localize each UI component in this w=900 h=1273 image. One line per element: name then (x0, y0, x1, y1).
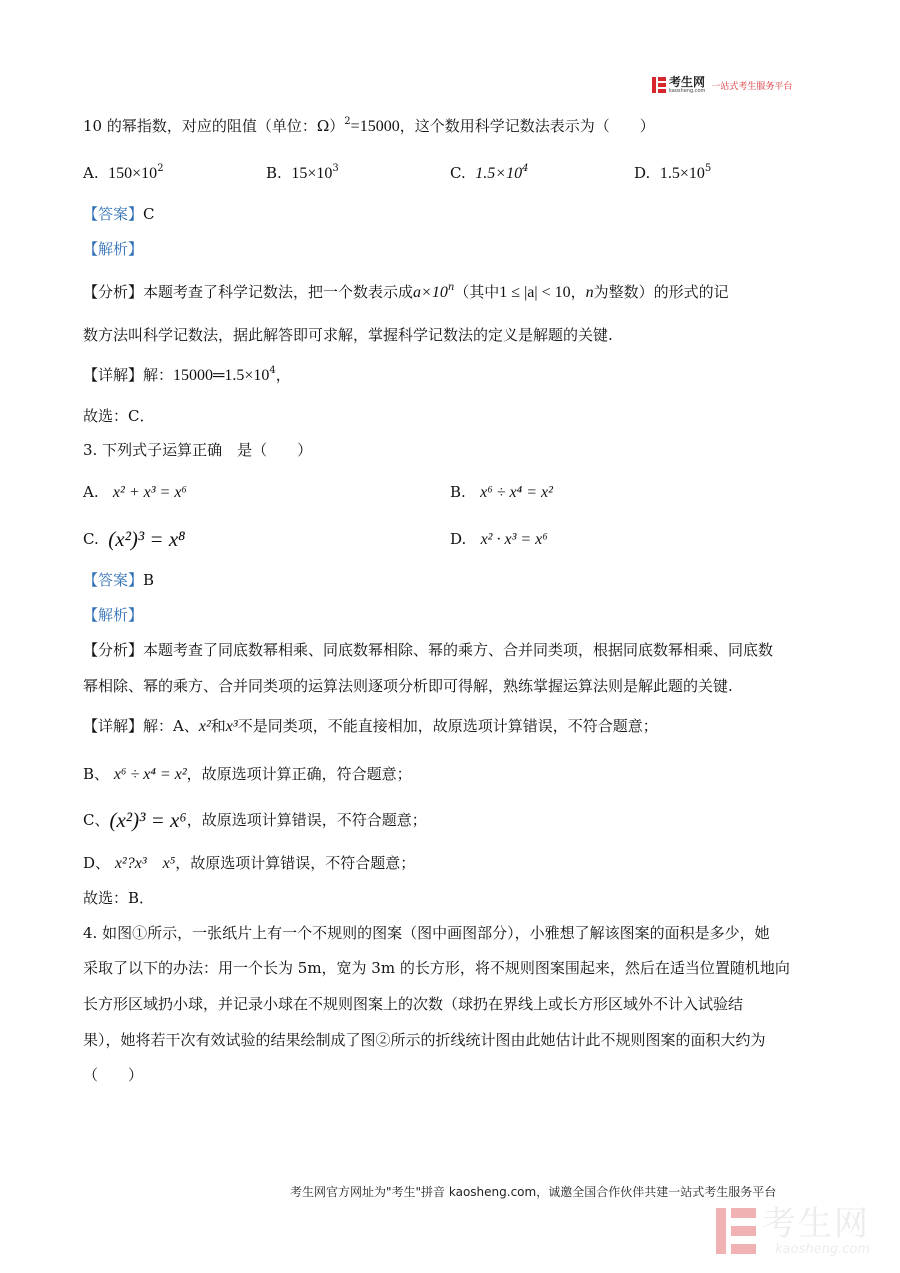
q2-option-c: C. $1.5\times 10^4$ (450, 163, 529, 182)
q3-option-b: B. x⁶ ÷ x⁴ = x² (450, 483, 553, 501)
watermark-logo-icon (716, 1208, 756, 1254)
watermark-url: kaosheng.com (775, 1242, 870, 1257)
q2-option-a: A. $150\times 10^2$ (83, 163, 164, 182)
q2-answer: 【答案】C (83, 205, 155, 223)
q3-choose: 故选：B． (83, 889, 155, 907)
q3-detail-d: D、 x²?x³ x⁵，故原选项计算错误，不符合题意； (83, 854, 416, 872)
q4-line3: 长方形区域扔小球，并记录小球在不规则图案上的次数（球扔在界线上或长方形区域外不计入试验结 (83, 995, 744, 1013)
q3-fenxi-line1: 【分析】本题考查了同底数幂相乘、同底数幂相除、幂的乘方、合并同类项，根据同底数幂相乘、同底数 (83, 641, 774, 659)
q2-stem: 10 的幂指数，对应的阻值（单位：Ω）$^2$=15000，这个数用科学记数法表示为（ ） (83, 116, 655, 135)
q4-line1: 4. 如图①所示，一张纸片上有一个不规则的图案（图中画图部分），小雅想了解该图案的面积是多少，她 (83, 924, 770, 942)
watermark (716, 1205, 870, 1257)
answer-tag: 【答案】 (83, 571, 144, 589)
watermark-name: 考生网 (762, 1204, 870, 1244)
q3-option-d: D. x² · x³ = x⁶ (450, 530, 548, 548)
q3-detail-b: B、 x⁶ ÷ x⁴ = x²，故原选项计算正确，符合题意； (83, 765, 412, 783)
q3-stem: 3. 下列式子运算正确 是（ ） (83, 441, 313, 459)
answer-tag: 【答案】 (83, 205, 144, 223)
q2-choose: 故选：C． (83, 407, 155, 425)
header-slogan: 一站式考生服务平台 (711, 81, 793, 92)
logo-mark-icon (652, 77, 666, 93)
q2-option-b: B. $15\times 10^3$ (266, 163, 339, 182)
q4-line4: 果），她将若干次有效试验的结果绘制成了图②所示的折线统计图由此她估计此不规则图案的面积大约为 (83, 1031, 766, 1049)
q4-line5: （ ） (83, 1066, 144, 1084)
q2-option-d: D. $1.5\times 10^5$ (634, 163, 712, 182)
q2-analysis-tag: 【解析】 (83, 240, 144, 258)
q3-analysis-tag: 【解析】 (83, 606, 144, 624)
q2-detail: 【详解】解：$15000═1.5\times 10^4$， (83, 365, 291, 384)
q3-option-c: C. (x²)³ = x⁸ (83, 527, 186, 551)
q4-line2: 采取了以下的办法：用一个长为 5m，宽为 3m 的长方形，将不规则图案围起来，然后在适当位置随机地向 (83, 959, 790, 977)
q2-fenxi-line2: 数方法叫科学记数法，据此解答即可求解，掌握科学记数法的定义是解题的关键. (83, 326, 613, 344)
header-logo (652, 74, 792, 96)
footer-text: 考生网官方网址为"考生"拼音 kaosheng.com，诚邀全国合作伙伴共建一站式考生服务平台 (290, 1185, 777, 1199)
logo-name: 考生网 (669, 75, 706, 89)
q2-fenxi-line1: 【分析】本题考查了科学记数法，把一个数表示成$a\times 10^n$（其中1 ≤ |a| < 10，n为整数）的形式的记 (83, 282, 729, 301)
q3-detail-c: C、(x²)³ = x⁶，故原选项计算错误，不符合题意； (83, 808, 427, 832)
q3-detail-a: 【详解】解：A、x²和x³不是同类项，不能直接相加，故原选项计算错误，不符合题意； (83, 717, 658, 735)
q3-fenxi-line2: 幂相除、幂的乘方、合并同类项的运算法则逐项分析即可得解，熟练掌握运算法则是解此题的关键. (83, 677, 733, 695)
logo-url: kaosheng.com (669, 88, 706, 94)
q3-option-a: A. x² + x³ = x⁶ (83, 483, 187, 501)
q3-answer: 【答案】B (83, 571, 155, 589)
